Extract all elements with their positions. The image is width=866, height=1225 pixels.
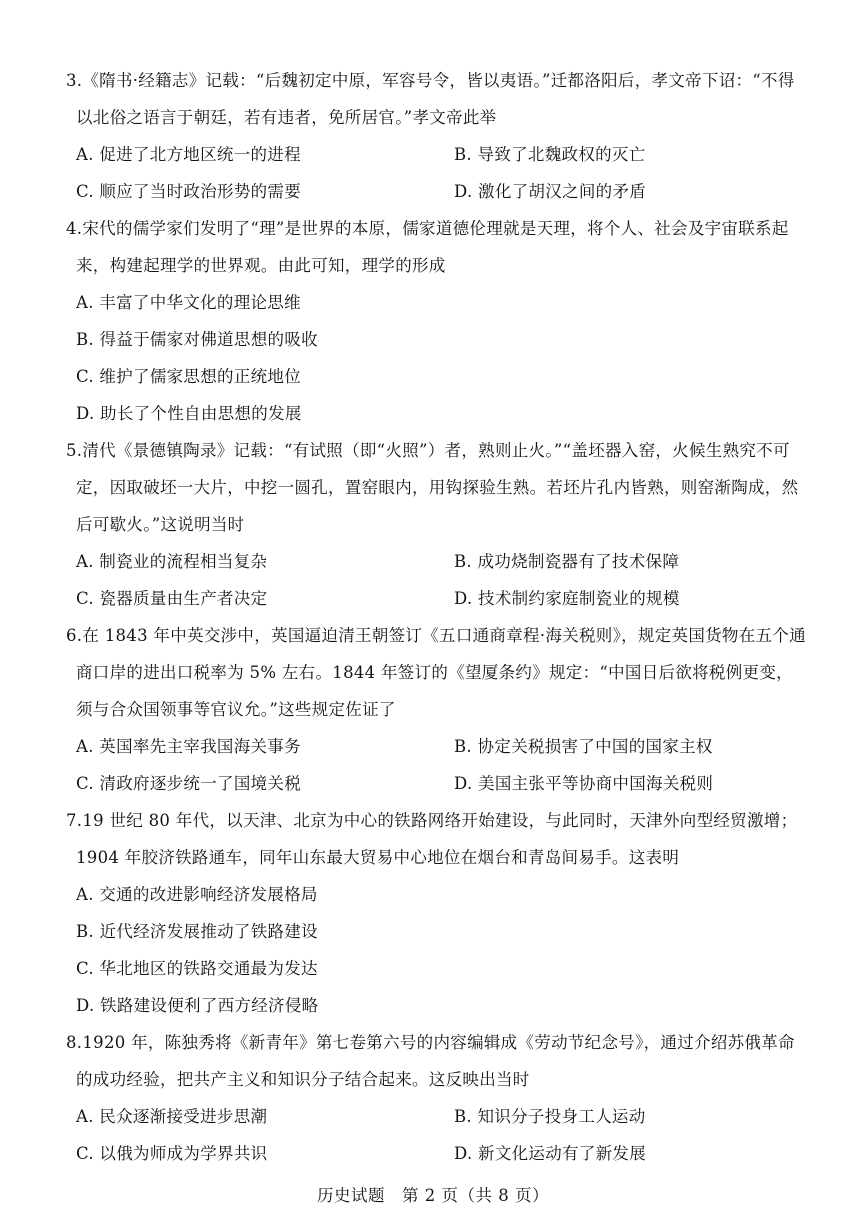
question-text: 清代《景德镇陶录》记载：“有试照（即“火照”）者，熟则止火。”“盖坯器入窑，火候生熟究不可定，因取破坯一大片，中挖一圆孔，置窑眼内，用钩探验生熟。若坯片孔内皆熟，则窑渐陶成，然后可歇火。”这说明当时 bbox=[76, 441, 799, 534]
question-number: 7. bbox=[66, 811, 83, 830]
question-stem bbox=[66, 802, 806, 876]
question-text: 宋代的儒学家们发明了“理”是世界的本原，儒家道德伦理就是天理，将个人、社会及宇宙联系起来，构建起理学的世界观。由此可知，理学的形成 bbox=[76, 219, 789, 275]
question-6 bbox=[66, 617, 806, 802]
option-d[interactable]: D. 激化了胡汉之间的矛盾 bbox=[454, 182, 647, 201]
option-b[interactable]: B. 知识分子投身工人运动 bbox=[454, 1107, 646, 1126]
page-footer: 历史试题 第 2 页（共 8 页） bbox=[317, 1186, 549, 1205]
option-a[interactable]: A. 英国率先主宰我国海关事务 bbox=[76, 737, 301, 756]
option-c[interactable]: C. 瓷器质量由生产者决定 bbox=[76, 589, 268, 608]
option-a[interactable]: A. 丰富了中华文化的理论思维 bbox=[76, 293, 301, 312]
question-number: 6. bbox=[66, 626, 83, 645]
options-grid bbox=[66, 543, 806, 617]
options-list bbox=[66, 284, 806, 432]
option-c[interactable]: C. 顺应了当时政治形势的需要 bbox=[76, 182, 302, 201]
question-text: 《隋书·经籍志》记载：“后魏初定中原，军容号令，皆以夷语。”迁都洛阳后，孝文帝下诏：“不得以北俗之语言于朝廷，若有违者，免所居官。”孝文帝此举 bbox=[76, 71, 795, 127]
option-c[interactable]: C. 维护了儒家思想的正统地位 bbox=[76, 367, 302, 386]
question-7 bbox=[66, 802, 806, 1024]
question-3 bbox=[66, 62, 806, 210]
question-text: 在 1843 年中英交涉中，英国逼迫清王朝签订《五口通商章程·海关税则》，规定英国货物在五个通商口岸的进出口税率为 5% 左右。1844 年签订的《望厦条约》规定：“中国日后欲将税例更变，须与合众国领事等官议允。”这些规定佐证了 bbox=[76, 626, 806, 719]
option-a[interactable]: A. 民众逐渐接受进步思潮 bbox=[76, 1107, 268, 1126]
option-a[interactable]: A. 交通的改进影响经济发展格局 bbox=[76, 885, 318, 904]
question-8 bbox=[66, 1024, 806, 1172]
option-d[interactable]: D. 美国主张平等协商中国海关税则 bbox=[454, 774, 714, 793]
option-b[interactable]: B. 协定关税损害了中国的国家主权 bbox=[454, 737, 713, 756]
options-grid bbox=[66, 1098, 806, 1172]
question-stem bbox=[66, 1024, 806, 1098]
options-grid bbox=[66, 136, 806, 210]
question-4 bbox=[66, 210, 806, 432]
option-d[interactable]: D. 新文化运动有了新发展 bbox=[454, 1144, 647, 1163]
option-b[interactable]: B. 导致了北魏政权的灭亡 bbox=[454, 145, 646, 164]
question-number: 3. bbox=[66, 71, 83, 90]
question-stem bbox=[66, 432, 806, 543]
option-d[interactable]: D. 铁路建设便利了西方经济侵略 bbox=[76, 996, 319, 1015]
option-b[interactable]: B. 成功烧制瓷器有了技术保障 bbox=[454, 552, 680, 571]
option-c[interactable]: C. 以俄为师成为学界共识 bbox=[76, 1144, 268, 1163]
options-list bbox=[66, 876, 806, 1024]
question-number: 4. bbox=[66, 219, 83, 238]
option-b[interactable]: B. 近代经济发展推动了铁路建设 bbox=[76, 922, 318, 941]
question-5 bbox=[66, 432, 806, 617]
question-number: 8. bbox=[66, 1033, 83, 1052]
option-c[interactable]: C. 华北地区的铁路交通最为发达 bbox=[76, 959, 318, 978]
option-b[interactable]: B. 得益于儒家对佛道思想的吸收 bbox=[76, 330, 318, 349]
question-stem bbox=[66, 617, 806, 728]
option-c[interactable]: C. 清政府逐步统一了国境关税 bbox=[76, 774, 302, 793]
question-stem bbox=[66, 62, 806, 136]
question-text: 19 世纪 80 年代，以天津、北京为中心的铁路网络开始建设，与此同时，天津外向型经贸激增；1904 年胶济铁路通车，同年山东最大贸易中心地位在烟台和青岛间易手。这表明 bbox=[76, 811, 798, 867]
question-text: 1920 年，陈独秀将《新青年》第七卷第六号的内容编辑成《劳动节纪念号》，通过介绍苏俄革命的成功经验，把共产主义和知识分子结合起来。这反映出当时 bbox=[76, 1033, 795, 1089]
option-d[interactable]: D. 助长了个性自由思想的发展 bbox=[76, 404, 302, 423]
option-d[interactable]: D. 技术制约家庭制瓷业的规模 bbox=[454, 589, 680, 608]
options-grid bbox=[66, 728, 806, 802]
option-a[interactable]: A. 制瓷业的流程相当复杂 bbox=[76, 552, 268, 571]
option-a[interactable]: A. 促进了北方地区统一的进程 bbox=[76, 145, 301, 164]
question-stem bbox=[66, 210, 806, 284]
question-number: 5. bbox=[66, 441, 83, 460]
